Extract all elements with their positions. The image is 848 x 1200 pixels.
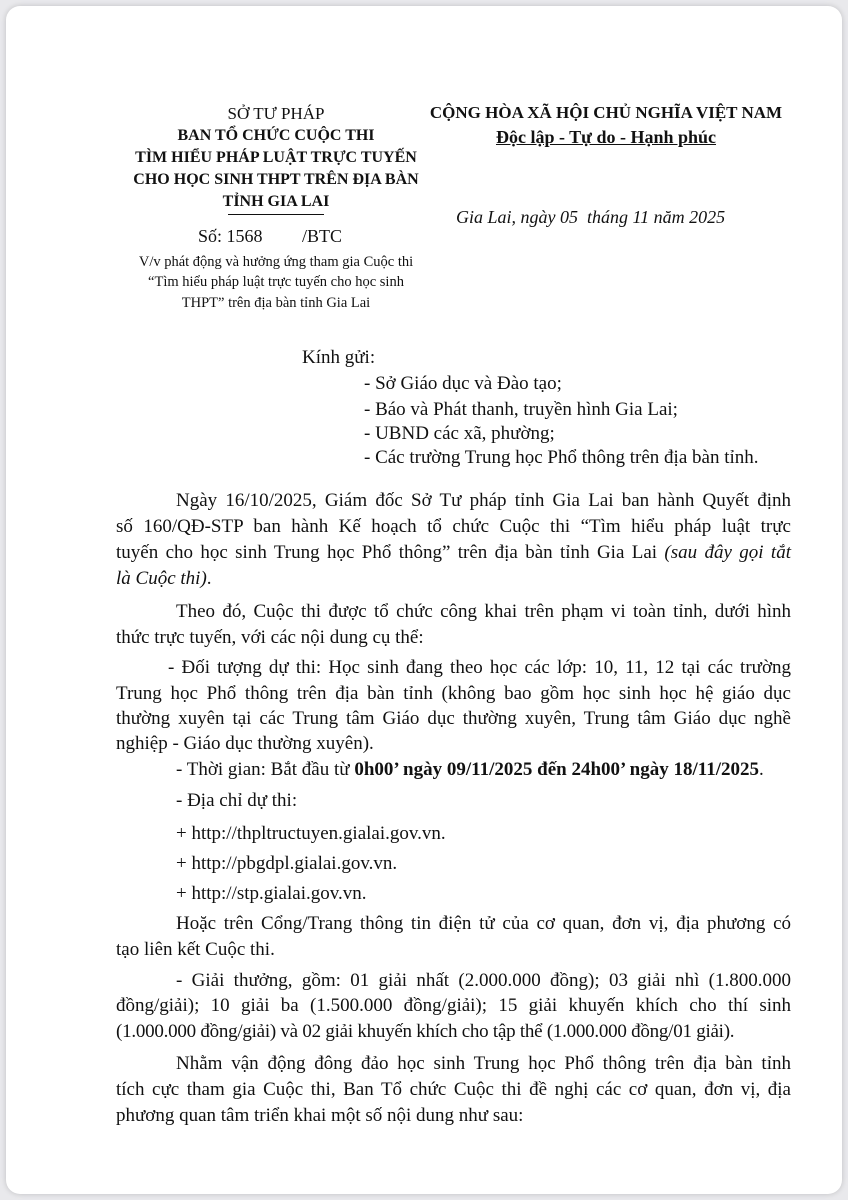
body-text: - Thời gian: Bắt đầu từ: [176, 759, 355, 780]
recipient-item: - Sở Giáo dục và Đào tạo;: [364, 373, 562, 394]
subject-line: V/v phát động và hưởng ứng tham gia Cuộc thi: [138, 254, 414, 270]
subject-line: THPT” trên địa bàn tỉnh Gia Lai: [181, 295, 371, 311]
address-link[interactable]: + http://stp.gialai.gov.vn.: [176, 883, 367, 904]
body-line: tạo liên kết Cuộc thi.: [116, 939, 275, 960]
body-text: .: [759, 759, 764, 780]
body-italic-text: (sau đây gọi tắt: [664, 542, 791, 563]
body-line: Hoặc trên Cổng/Trang thông tin điện tử của cơ quan, đơn vị, địa phương có: [176, 913, 791, 934]
address-link[interactable]: + http://thpltructuyen.gialai.gov.vn.: [176, 823, 446, 844]
national-motto: Độc lập - Tự do - Hạnh phúc: [495, 127, 717, 147]
contest-time-range: 0h00’ ngày 09/11/2025 đến 24h00’ ngày 18/11/2025: [354, 759, 759, 780]
org-line: TÌM HIỂU PHÁP LUẬT TRỰC TUYẾN: [135, 149, 417, 166]
body-line: nghiệp - Giáo dục thường xuyên).: [116, 733, 374, 754]
body-line: [116, 542, 791, 564]
address-link[interactable]: + http://pbgdpl.gialai.gov.vn.: [176, 853, 398, 874]
agency-name: SỞ TƯ PHÁP: [227, 104, 325, 123]
body-line: tích cực tham gia Cuộc thi, Ban Tổ chức Cuộc thi đề nghị các cơ quan, đơn vị, địa: [116, 1079, 791, 1100]
org-line: BAN TỔ CHỨC CUỘC THI: [177, 127, 375, 144]
body-line: - Đối tượng dự thi: Học sinh đang theo học các lớp: 10, 11, 12 tại các trường: [168, 657, 791, 678]
contest-time: [176, 759, 764, 781]
body-line: - Giải thưởng, gồm: 01 giải nhất (2.000.000 đồng); 03 giải nhì (1.800.000: [176, 970, 791, 991]
body-text: tuyến cho học sinh Trung học Phổ thông” trên địa bàn tỉnh Gia Lai: [116, 542, 665, 563]
body-line: Trung học Phổ thông trên địa bàn tỉnh (không bao gồm học sinh học hệ giáo dục: [116, 683, 791, 704]
recipient-item: - UBND các xã, phường;: [364, 423, 555, 444]
org-line: CHO HỌC SINH THPT TRÊN ĐỊA BÀN: [133, 171, 419, 188]
document-number: Số: 1568: [198, 226, 263, 246]
body-line: đồng/giải); 10 giải ba (1.500.000 đồng/giải); 15 giải khuyến khích cho thí sinh: [116, 995, 791, 1016]
body-line: phương quan tâm triển khai một số nội dung như sau:: [116, 1105, 524, 1126]
body-line: (1.000.000 đồng/giải) và 02 giải khuyến khích cho tập thể (1.000.000 đồng/01 giải).: [116, 1021, 735, 1042]
recipients-label: Kính gửi:: [302, 347, 376, 368]
body-line: Ngày 16/10/2025, Giám đốc Sở Tư pháp tỉnh Gia Lai ban hành Quyết định: [176, 490, 791, 511]
body-line: Theo đó, Cuộc thi được tổ chức công khai trên phạm vi toàn tỉnh, dưới hình: [176, 601, 791, 622]
recipient-item: - Báo và Phát thanh, truyền hình Gia Lai;: [364, 399, 678, 420]
document-page: [6, 6, 842, 1194]
body-line: số 160/QĐ-STP ban hành Kế hoạch tổ chức Cuộc thi “Tìm hiểu pháp luật trực: [116, 516, 791, 537]
recipient-item: - Các trường Trung học Phổ thông trên địa bàn tỉnh.: [364, 447, 759, 468]
body-italic-text: là Cuộc thi): [116, 568, 207, 589]
underline-divider: [228, 214, 324, 215]
org-line: TỈNH GIA LAI: [222, 193, 330, 210]
address-label: - Địa chỉ dự thi:: [176, 790, 298, 811]
issue-date: Gia Lai, ngày 05 tháng 11 năm 2025: [456, 207, 726, 227]
body-text: .: [206, 568, 212, 589]
body-line: thức trực tuyến, với các nội dung cụ thể:: [116, 627, 424, 648]
body-line: [116, 568, 212, 590]
document-number-suffix: /BTC: [302, 226, 343, 246]
body-line: Nhằm vận động đông đảo học sinh Trung học Phổ thông trên địa bàn tỉnh: [176, 1053, 791, 1074]
body-line: thường xuyên tại các Trung tâm Giáo dục thường xuyên, Trung tâm Giáo dục nghề: [116, 708, 791, 729]
subject-line: “Tìm hiểu pháp luật trực tuyến cho học sinh: [148, 274, 404, 290]
country-name: CỘNG HÒA XÃ HỘI CHỦ NGHĨA VIỆT NAM: [429, 103, 783, 122]
